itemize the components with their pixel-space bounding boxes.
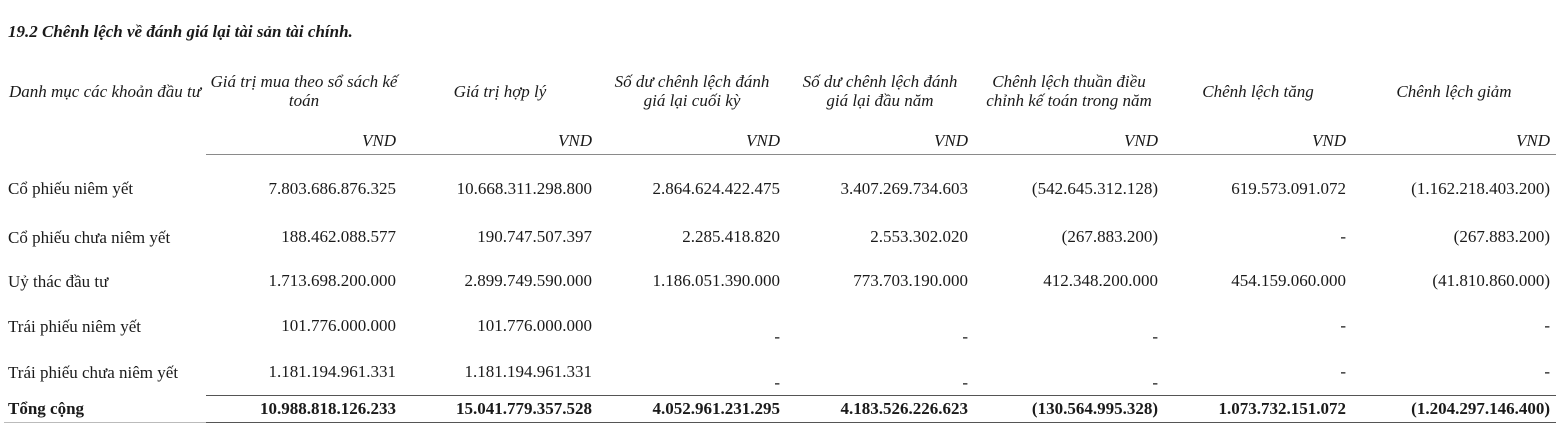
unit-label: VND xyxy=(598,128,786,155)
cell-value: 3.407.269.734.603 xyxy=(840,179,968,198)
total-value: (130.564.995.328) xyxy=(974,396,1164,423)
unit-label: VND xyxy=(1164,128,1352,155)
cell-value: (267.883.200) xyxy=(1061,227,1158,246)
cell-value: 101.776.000.000 xyxy=(281,316,396,335)
cell-value: 7.803.686.876.325 xyxy=(268,179,396,198)
header-opening-balance: Số dư chênh lệch đánh giá lại đầu năm xyxy=(802,72,958,110)
cell-value: - xyxy=(774,373,780,392)
cell-value: 454.159.060.000 xyxy=(1231,271,1346,290)
cell-value: 190.747.507.397 xyxy=(477,227,592,246)
cell-value: (267.883.200) xyxy=(1453,227,1550,246)
header-decrease: Chênh lệch giảm xyxy=(1396,81,1512,101)
cell-value: - xyxy=(1340,362,1346,381)
table-row xyxy=(4,349,1556,396)
cell-value: 1.181.194.961.331 xyxy=(268,362,396,381)
row-label: Cổ phiếu chưa niêm yết xyxy=(8,227,171,247)
header-book-value: Giá trị mua theo sổ sách kế toán xyxy=(210,72,398,110)
header-net-adjustment: Chênh lệch thuần điều chỉnh kế toán trong năm xyxy=(986,72,1152,110)
cell-value: (542.645.312.128) xyxy=(1031,179,1158,198)
cell-value: - xyxy=(1544,362,1550,381)
cell-value: - xyxy=(1340,316,1346,335)
table-row xyxy=(4,259,1556,303)
row-label: Cổ phiếu niêm yết xyxy=(8,179,134,199)
cell-value: 619.573.091.072 xyxy=(1231,179,1346,198)
cell-value: - xyxy=(1340,227,1346,246)
row-label: Uỷ thác đầu tư xyxy=(8,271,109,291)
total-value: 4.183.526.226.623 xyxy=(786,396,974,423)
table-row xyxy=(4,303,1556,349)
cell-value: 2.899.749.590.000 xyxy=(464,271,592,290)
row-label: Trái phiếu chưa niêm yết xyxy=(8,362,179,382)
unit-label: VND xyxy=(402,128,598,155)
cell-value: 2.553.302.020 xyxy=(870,227,968,246)
unit-label: VND xyxy=(786,128,974,155)
cell-value: (41.810.860.000) xyxy=(1432,271,1550,290)
total-value: 1.073.732.151.072 xyxy=(1164,396,1352,423)
cell-value: 773.703.190.000 xyxy=(853,271,968,290)
total-value: (1.204.297.146.400) xyxy=(1352,396,1556,423)
cell-value: 1.713.698.200.000 xyxy=(268,271,396,290)
section-title: 19.2 Chênh lệch về đánh giá lại tài sản tài chính. xyxy=(8,22,353,41)
unit-blank xyxy=(4,128,206,155)
cell-value: - xyxy=(1544,316,1550,335)
unit-row xyxy=(4,128,1556,155)
header-investment-category: Danh mục các khoản đầu tư xyxy=(9,81,201,101)
table-row xyxy=(4,215,1556,259)
cell-value: - xyxy=(774,327,780,346)
cell-value: 412.348.200.000 xyxy=(1043,271,1158,290)
unit-label: VND xyxy=(1352,128,1556,155)
unit-label: VND xyxy=(206,128,402,155)
header-row xyxy=(4,54,1556,128)
total-value: 4.052.961.231.295 xyxy=(598,396,786,423)
cell-value: 101.776.000.000 xyxy=(477,316,592,335)
cell-value: 2.285.418.820 xyxy=(682,227,780,246)
row-label: Trái phiếu niêm yết xyxy=(8,316,141,336)
cell-value: 1.181.194.961.331 xyxy=(464,362,592,381)
header-increase: Chênh lệch tăng xyxy=(1202,81,1314,101)
cell-value: (1.162.218.403.200) xyxy=(1411,179,1550,198)
cell-value: 10.668.311.298.800 xyxy=(456,179,592,198)
revaluation-table xyxy=(4,54,1556,423)
unit-label: VND xyxy=(974,128,1164,155)
cell-value: 1.186.051.390.000 xyxy=(652,271,780,290)
cell-value: - xyxy=(962,327,968,346)
header-closing-balance: Số dư chênh lệch đánh giá lại cuối kỳ xyxy=(614,72,770,110)
cell-value: - xyxy=(962,373,968,392)
cell-value: 2.864.624.422.475 xyxy=(652,179,780,198)
cell-value: - xyxy=(1152,327,1158,346)
header-fair-value: Giá trị hợp lý xyxy=(453,81,547,101)
total-label: Tổng cộng xyxy=(4,396,206,423)
total-value: 10.988.818.126.233 xyxy=(206,396,402,423)
cell-value: - xyxy=(1152,373,1158,392)
cell-value: 188.462.088.577 xyxy=(281,227,396,246)
total-value: 15.041.779.357.528 xyxy=(402,396,598,423)
total-row xyxy=(4,396,1556,423)
table-row xyxy=(4,155,1556,216)
